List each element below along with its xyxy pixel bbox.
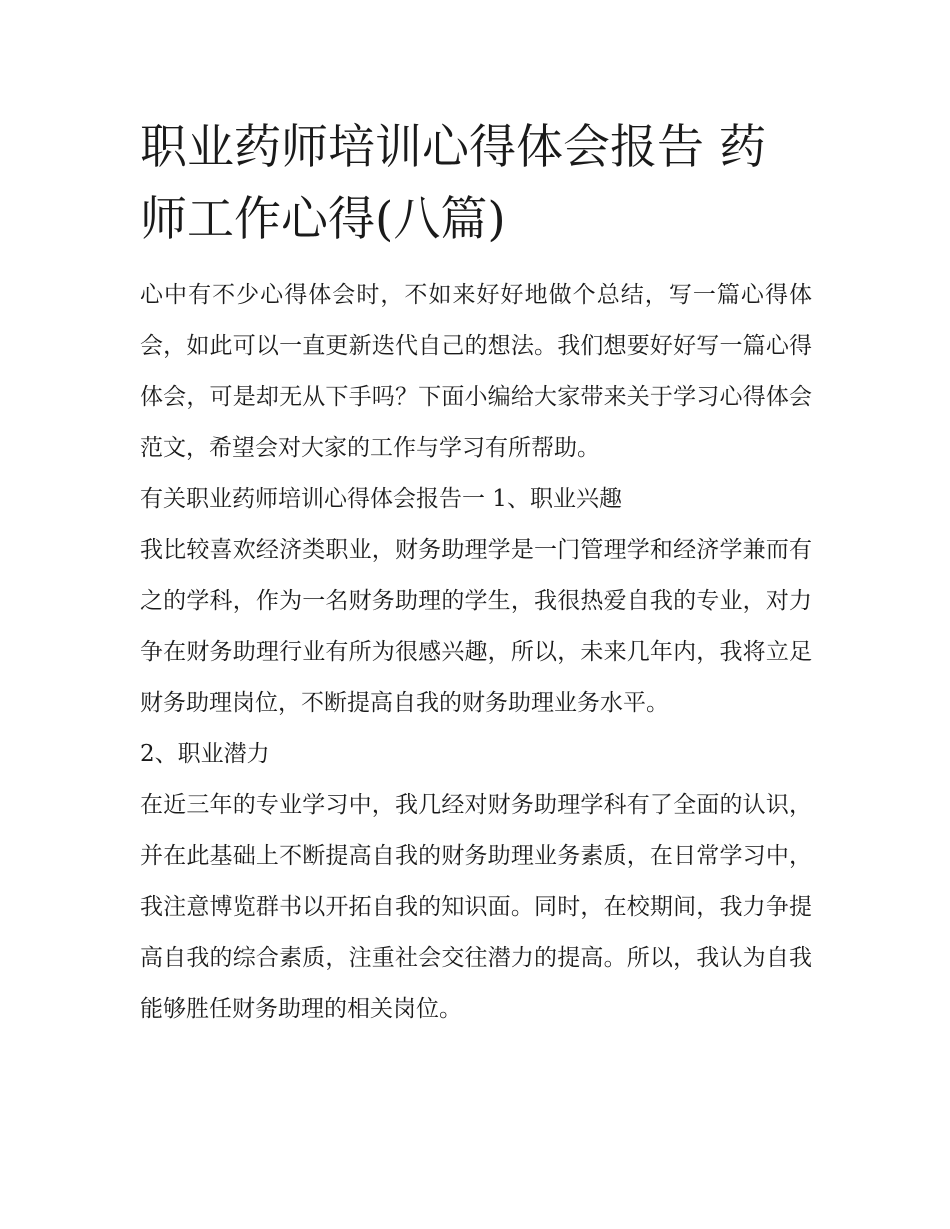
section-heading-potential: 2、职业潜力: [140, 741, 270, 767]
intro-paragraph: 心中有不少心得体会时，不如来好好地做个总结，写一篇心得体会，如此可以一直更新迭代自己的想法。我们想要好好写一篇心得体会，可是却无从下手吗？下面小编给大家带来关于学习心得体会范文，希望会对大家的工作与学习有所帮助。: [140, 282, 812, 461]
potential-paragraph: 在近三年的专业学习中，我几经对财务助理学科有了全面的认识，并在此基础上不断提高自我的财务助理业务素质，在日常学习中，我注意博览群书以开拓自我的知识面。同时，在校期间，我力争提高自我的综合素质，注重社会交往潜力的提高。所以，我认为自我能够胜任财务助理的相关岗位。: [140, 792, 812, 1022]
document-title: 职业药师培训心得体会报告 药师工作心得(八篇): [140, 120, 766, 247]
document-page: [140, 112, 812, 1035]
section-heading-interest: 有关职业药师培训心得体会报告一 1、职业兴趣: [140, 486, 622, 512]
interest-paragraph: 我比较喜欢经济类职业，财务助理学是一门管理学和经济学兼而有之的学科，作为一名财务助理的学生，我很热爱自我的专业，对力争在财务助理行业有所为很感兴趣，所以，未来几年内，我将立足财务助理岗位，不断提高自我的财务助理业务水平。: [140, 537, 812, 716]
